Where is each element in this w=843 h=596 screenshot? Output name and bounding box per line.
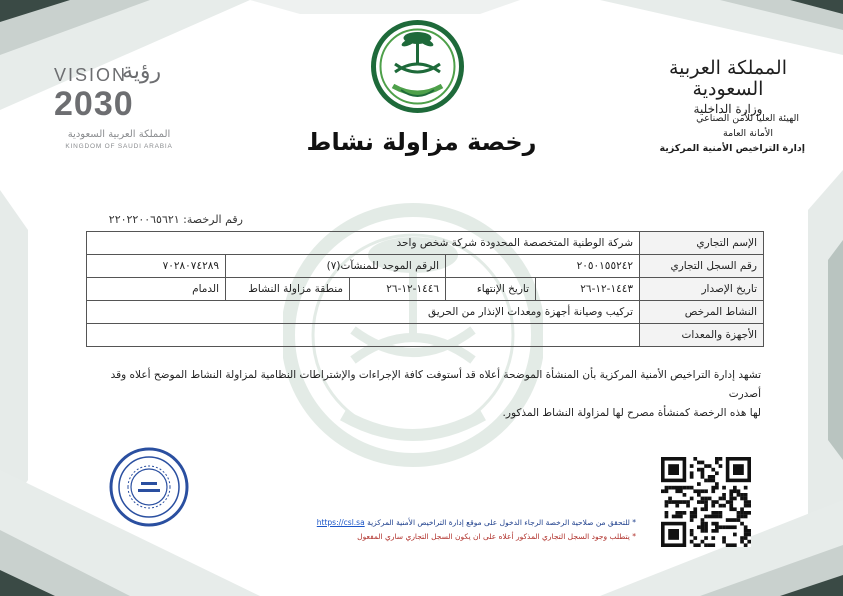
equipment-value — [87, 324, 640, 347]
trade-name-value: شركة الوطنية المتخصصة المحدودة شركة شخص واحد — [87, 232, 640, 255]
region-label: منطقة مزاولة النشاط — [226, 278, 350, 301]
issue-date-value: ١٤٤٣-١٢-٢٦ — [536, 278, 640, 301]
authority-name: الهيئة العليا للأمن الصناعي — [696, 113, 799, 124]
table-row — [87, 301, 764, 324]
statement-line-1: تشهد إدارة التراخيص الأمنية المركزية بأن المنشأة الموضحة أعلاه قد أستوفت كافة الإجراءات والإشتراطات النظامية لمزاولة النشاط الموضح أعلاه وقد أصدرت — [110, 369, 761, 400]
kingdom-name: المملكة العربية السعودية — [669, 57, 787, 100]
activity-value: تركيب وصيانة أجهزة ومعدات الإنذار من الحريق — [87, 301, 640, 324]
region-value: الدمام — [87, 278, 226, 301]
palm-swords-emblem-icon — [371, 20, 464, 113]
cr-requirement-note: * يتطلب وجود السجل التجاري المذكور أعلاه على ان يكون السجل التجاري ساري المفعول — [357, 532, 636, 541]
vision-year: 2030 — [54, 85, 134, 123]
expiry-date-value: ١٤٤٦-١٢-٢٦ — [350, 278, 446, 301]
official-seal-icon — [108, 446, 190, 528]
expiry-date-label: تاريخ الإنتهاء — [446, 278, 536, 301]
issue-date-label: تاريخ الإصدار — [640, 278, 764, 301]
unified-number-label: الرقم الموحد للمنشآت(٧) — [226, 255, 446, 278]
activity-label: النشاط المرخص — [640, 301, 764, 324]
vision-word: VISION — [54, 65, 128, 85]
cr-number-value: ٢٠٥٠١٥٥٢٤٢ — [446, 255, 640, 278]
secretariat-name: الأمانة العامة — [723, 128, 773, 139]
license-number: رقم الرخصة: ٢٢٠٢٢٠٠٦٥٦٢١ — [108, 213, 243, 226]
vision-kingdom-en: KINGDOM OF SAUDI ARABIA — [65, 143, 173, 150]
ministry-name: وزارة الداخلية — [693, 101, 763, 116]
statement-line-2: لها هذه الرخصة كمنشأة مصرح لها لمزاولة النشاط المذكور. — [502, 407, 761, 419]
verification-note — [317, 518, 636, 527]
certification-statement — [81, 366, 761, 423]
cr-number-label: رقم السجل التجاري — [640, 255, 764, 278]
verification-link[interactable]: https://csl.sa — [316, 518, 365, 527]
vision-word-ar: رؤية — [122, 59, 162, 84]
vision-2030-logo-icon — [20, 59, 180, 155]
unified-number-value: ٧٠٢٨٠٧٤٢٨٩ — [87, 255, 226, 278]
table-row — [87, 232, 764, 255]
certificate-title: رخصة مزاولة نشاط — [306, 128, 537, 156]
table-row — [87, 324, 764, 347]
table-row — [87, 278, 764, 301]
license-info-table — [86, 231, 764, 347]
qr-code-icon[interactable] — [661, 457, 751, 547]
issuer-header — [633, 58, 823, 116]
department-name: إدارة التراخيص الأمنية المركزية — [659, 143, 805, 154]
table-row — [87, 255, 764, 278]
vision-kingdom-ar: المملكة العربية السعودية — [67, 129, 171, 140]
verification-note-text: * للتحقق من صلاحية الرخصة الرجاء الدخول على موقع إدارة التراخيص الأمنية المركزية — [367, 518, 636, 527]
equipment-label: الأجهزة والمعدات — [640, 324, 764, 347]
trade-name-label: الإسم التجاري — [640, 232, 764, 255]
